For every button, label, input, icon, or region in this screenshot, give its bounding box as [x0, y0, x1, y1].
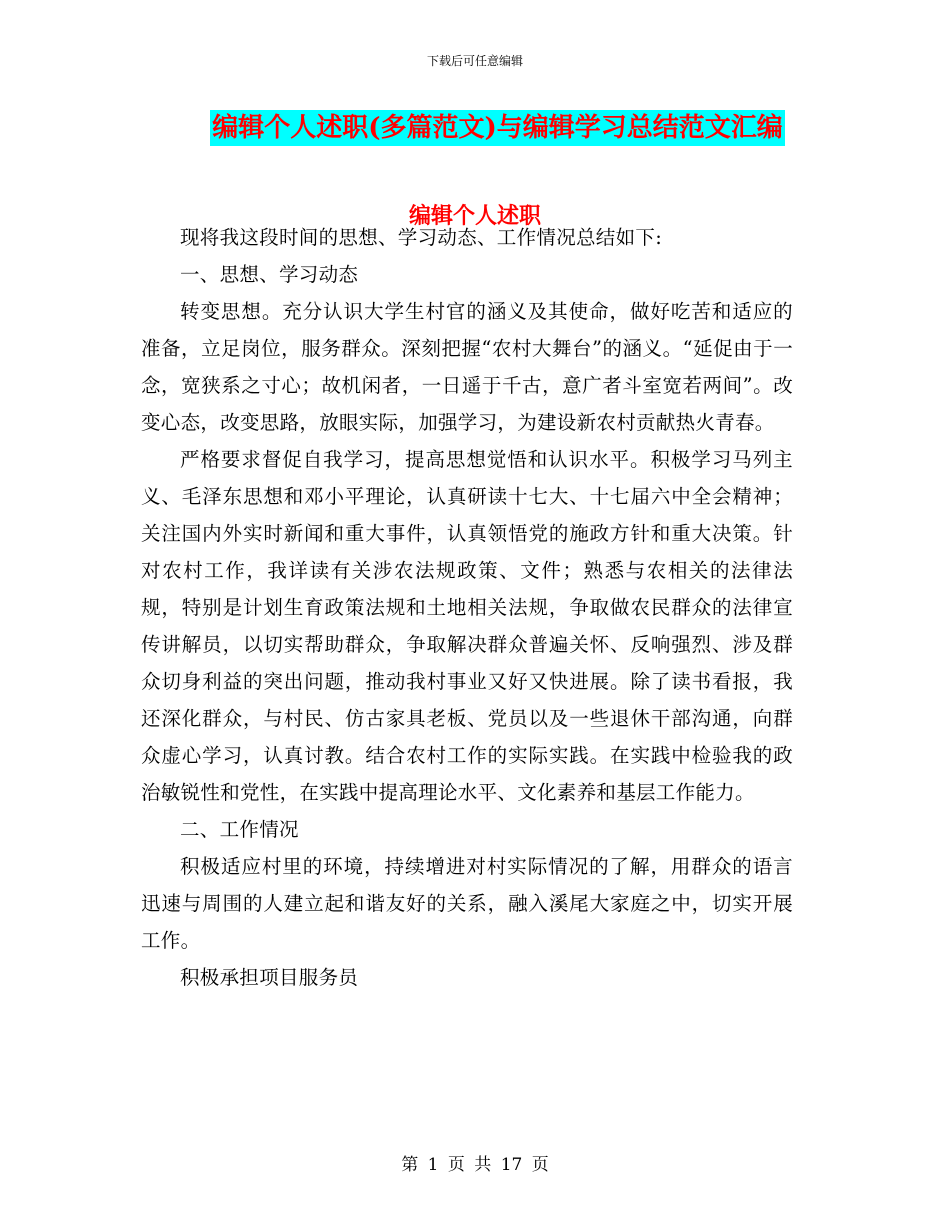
page-footer-number: 第 1 页 共 17 页: [401, 1155, 549, 1175]
paragraph-intro: 现将我这段时间的思想、学习动态、工作情况总结如下:: [180, 226, 663, 249]
paragraph-study: 严格要求督促自我学习，提高思想觉悟和认识水平。积极学习马列主义、毛泽东思想和邓小平理论，认真研读十七大、十七届六中全会精神；关注国内外实时新闻和重大事件，认真领悟党的施政方针和重大决策。针对农村工作，我详读有关涉农法规政策、文件；熟悉与农相关的法律法规，特别是计划生育政策法规和土地相关法规，争取做农民群众的法律宣传讲解员，以切实帮助群众，争取解决群众普遍关怀、反响强烈、涉及群众切身利益的突出问题，推动我村事业又好又快进展。除了读书看报，我还深化群众，与村民、仿古家具老板、党员以及一些退休干部沟通，向群众虚心学习，认真讨教。结合农村工作的实际实践。在实践中检验我的政治敏锐性和党性，在实践中提高理论水平、文化素养和基层工作能力。: [141, 448, 793, 804]
paragraph-project: 积极承担项目服务员: [180, 966, 359, 989]
document-title-container: [0, 110, 950, 146]
paragraph-thought: 转变思想。充分认识大学生村官的涵义及其使命，做好吃苦和适应的准备，立足岗位，服务群众。深刻把握“农村大舞台”的涵义。“延促由于一念，宽狭系之寸心；故机闲者，一日遥于千古，意广者斗室宽若两间”。改变心态，改变思路，放眼实际，加强学习，为建设新农村贡献热火青春。: [141, 300, 793, 434]
document-body: [141, 219, 793, 996]
paragraph-heading-1: 一、思想、学习动态: [180, 263, 359, 286]
paragraph-heading-2: 二、工作情况: [180, 818, 299, 841]
page-header-note: 下载后可任意编辑: [426, 54, 523, 68]
document-title: 编辑个人述职(多篇范文)与编辑学习总结范文汇编: [210, 110, 785, 146]
section-title: 编辑个人述职: [408, 203, 541, 229]
paragraph-work: 积极适应村里的环境，持续增进对村实际情况的了解，用群众的语言迅速与周围的人建立起和谐友好的关系，融入溪尾大家庭之中，切实开展工作。: [141, 855, 793, 952]
